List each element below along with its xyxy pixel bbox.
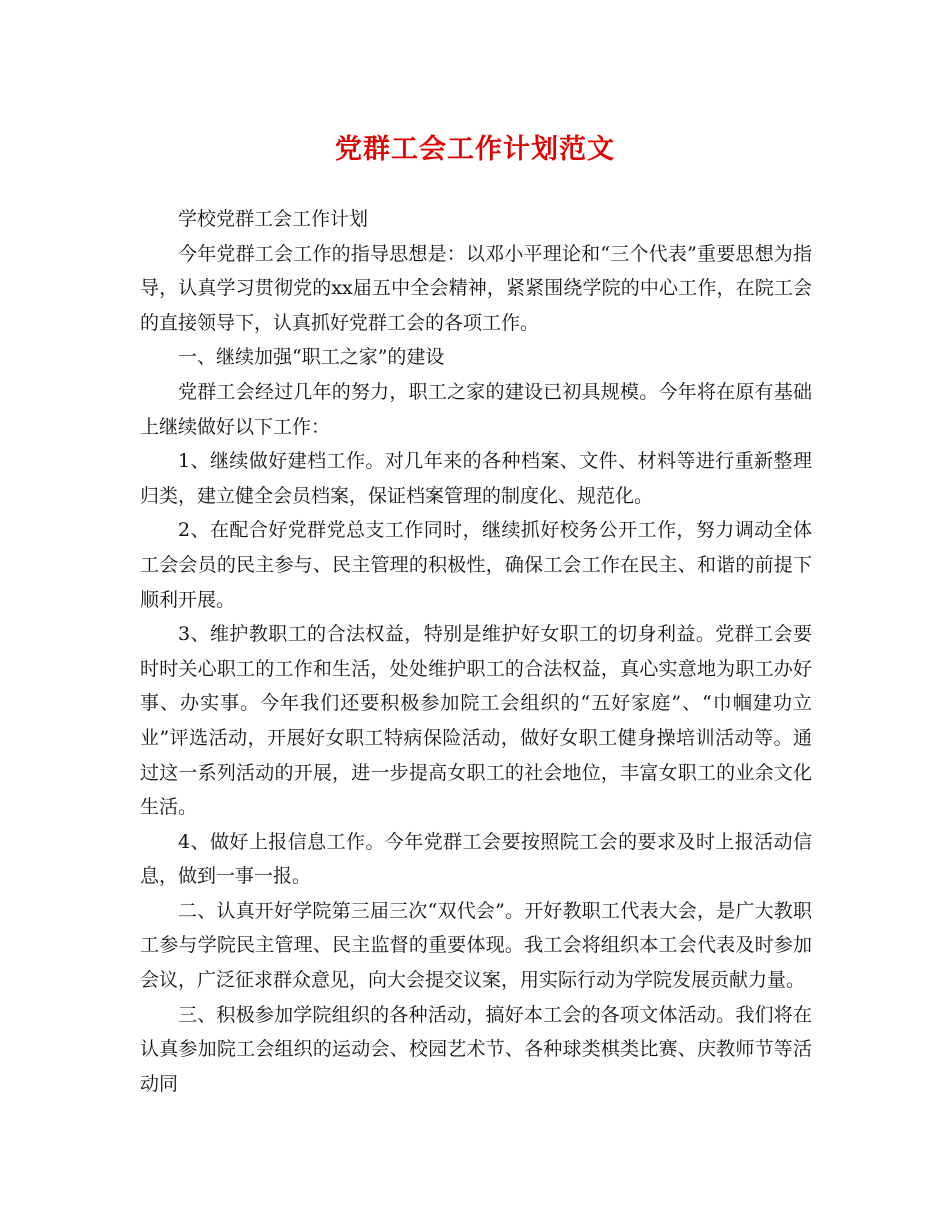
section-heading: 三、积极参加学院组织的各种活动，搞好本工会的各项文体活动。我们将在认真参加院工会组织的运动会、校园艺术节、各种球类棋类比赛、庆教师节等活动同 (140, 1003, 812, 1095)
paragraph: 今年党群工会工作的指导思想是：以邓小平理论和“三个代表”重要思想为指导，认真学习贯彻党的xx届五中全会精神，紧紧围绕学院的中心工作，在院工会的直接领导下，认真抓好党群工会的各项工作。 (140, 242, 812, 334)
section-heading: 二、认真开好学院第三届三次“双代会”。开好教职工代表大会，是广大教职工参与学院民主管理、民主监督的重要体现。我工会将组织本工会代表及时参加会议，广泛征求群众意见，向大会提交议案，用实际行动为学院发展贡献力量。 (140, 899, 812, 992)
document-title: 党群工会工作计划范文 (335, 134, 615, 165)
section-heading: 一、继续加强“职工之家”的建设 (178, 346, 445, 369)
paragraph-subtitle: 学校党群工会工作计划 (178, 208, 369, 230)
document-body (140, 202, 812, 1101)
paragraph: 2、在配合好党群党总支工作同时，继续抓好校务公开工作，努力调动全体工会会员的民主参与、民主管理的积极性，确保工会工作在民主、和谐的前提下顺利开展。 (140, 519, 812, 611)
paragraph: 4、做好上报信息工作。今年党群工会要按照院工会的要求及时上报活动信息，做到一事一报。 (140, 830, 812, 888)
paragraph: 3、维护教职工的合法权益，特别是维护好女职工的切身利益。党群工会要时时关心职工的工作和生活，处处维护职工的合法权益，真心实意地为职工办好事、办实事。今年我们还要积极参加院工会组织的“五好家庭”、“巾帼建功立业”评选活动，开展好女职工特病保险活动，做好女职工健身操培训活动等。通过这一系列活动的开展，进一步提高女职工的社会地位，丰富女职工的业余文化生活。 (140, 623, 812, 819)
paragraph: 党群工会经过几年的努力，职工之家的建设已初具规模。今年将在原有基础上继续做好以下工作： (140, 380, 812, 438)
paragraph: 1、继续做好建档工作。对几年来的各种档案、文件、材料等进行重新整理归类，建立健全会员档案，保证档案管理的制度化、规范化。 (140, 450, 812, 507)
